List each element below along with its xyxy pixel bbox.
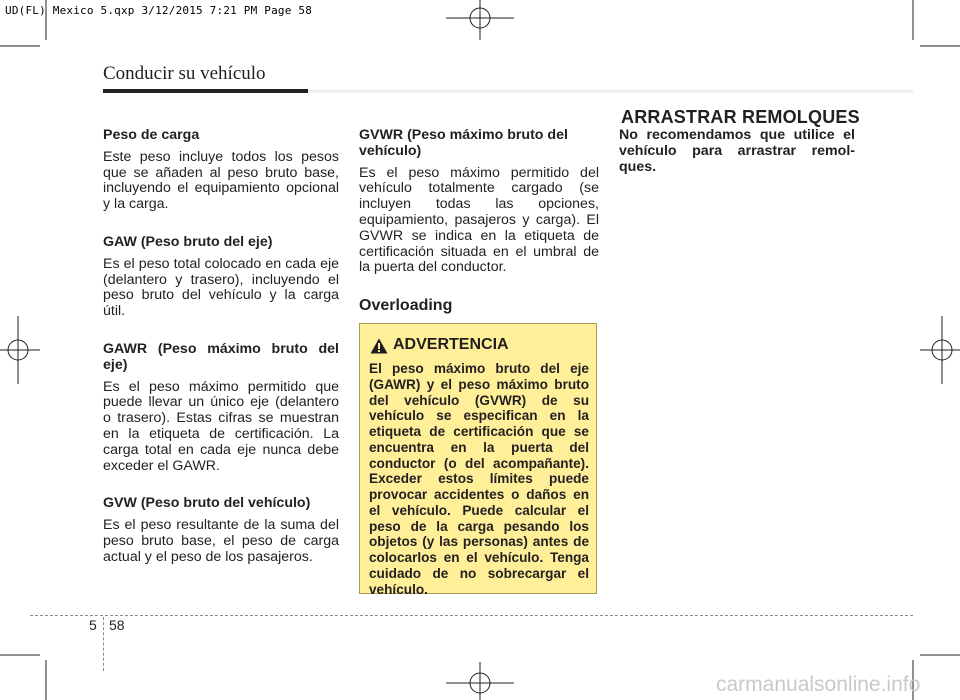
warning-title: ADVERTENCIA (393, 336, 509, 353)
print-slug: UD(FL) Mexico 5.qxp 3/12/2015 7:21 PM Page 58 (5, 4, 313, 17)
page-number: 58 (109, 617, 125, 633)
watermark: carmanualsonline.info (716, 673, 921, 696)
definition-text: Es el peso máximo permitido que puede llevar un único eje (delantero o trasero). Estas cifras se muestran en la etiqueta de certificación. La carga total en cada eje nunca debe exceder el GAWR. (103, 378, 339, 474)
page-chapter-number: 5 (89, 617, 97, 633)
definition-text: Es el peso total colocado en cada eje (delantero y trasero), incluyendo el peso bruto del vehículo y la carga útil. (103, 255, 339, 320)
registration-mark-right (920, 316, 960, 384)
left-column (103, 128, 339, 566)
definition-text: Es el peso máximo permitido del vehículo totalmente cargado (se incluyen todas las opciones, equipamiento, pasajeros y carga). El GVWR se indica en la etiqueta de certificación situada en el umbral de la puerta del conductor. (359, 164, 599, 276)
section-title: Conducir su vehículo (103, 63, 266, 84)
definition-heading: GVWR (Peso máximo bruto del vehículo) (359, 127, 568, 159)
chapter-heading: ARRASTRAR REMOLQUES (621, 107, 860, 127)
warning-triangle-icon (370, 338, 388, 354)
footer-divider (103, 617, 104, 671)
definition-heading: GAWR (Peso máximo bruto del eje) (103, 340, 339, 373)
warning-text: El peso máximo bruto del eje (GAWR) y el peso máximo bruto del vehículo (GVWR) de su vehículo se especifican en la etiqueta de certificación que se encuentra en la puerta del conductor (o del acompañante). Exceder estos límites puede provocar accidentes o daños en el vehículo. Puede calcular el peso de la carga pesando los objetos (y las personas) antes de colocarlos en el vehículo. Tenga cuidado de no sobrecargar el vehículo. (369, 361, 589, 597)
definition-heading: Peso de carga (103, 127, 200, 143)
middle-column (359, 128, 599, 314)
right-column (619, 128, 855, 175)
header-band (308, 90, 913, 93)
definition-text: Es el peso resultante de la suma del peso bruto base, el peso de carga actual y el peso de los pasajeros. (103, 517, 339, 565)
registration-mark-bottom (446, 662, 514, 700)
registration-mark-left (0, 316, 40, 384)
towing-recommendation-text: No recomendamos que utilice el vehículo para arrastrar remol-ques. (619, 127, 855, 175)
registration-mark-top (446, 0, 514, 40)
footer-rule (30, 615, 913, 616)
title-rule (103, 89, 308, 93)
definition-text: Este peso incluye todos los pesos que se añaden al peso bruto base, incluyendo el equipamiento opcional y la carga. (103, 148, 339, 213)
overloading-heading: Overloading (359, 297, 453, 315)
definition-heading: GAW (Peso bruto del eje) (103, 233, 273, 250)
definition-heading: GVW (Peso bruto del vehículo) (103, 495, 311, 512)
warning-box (359, 323, 597, 597)
